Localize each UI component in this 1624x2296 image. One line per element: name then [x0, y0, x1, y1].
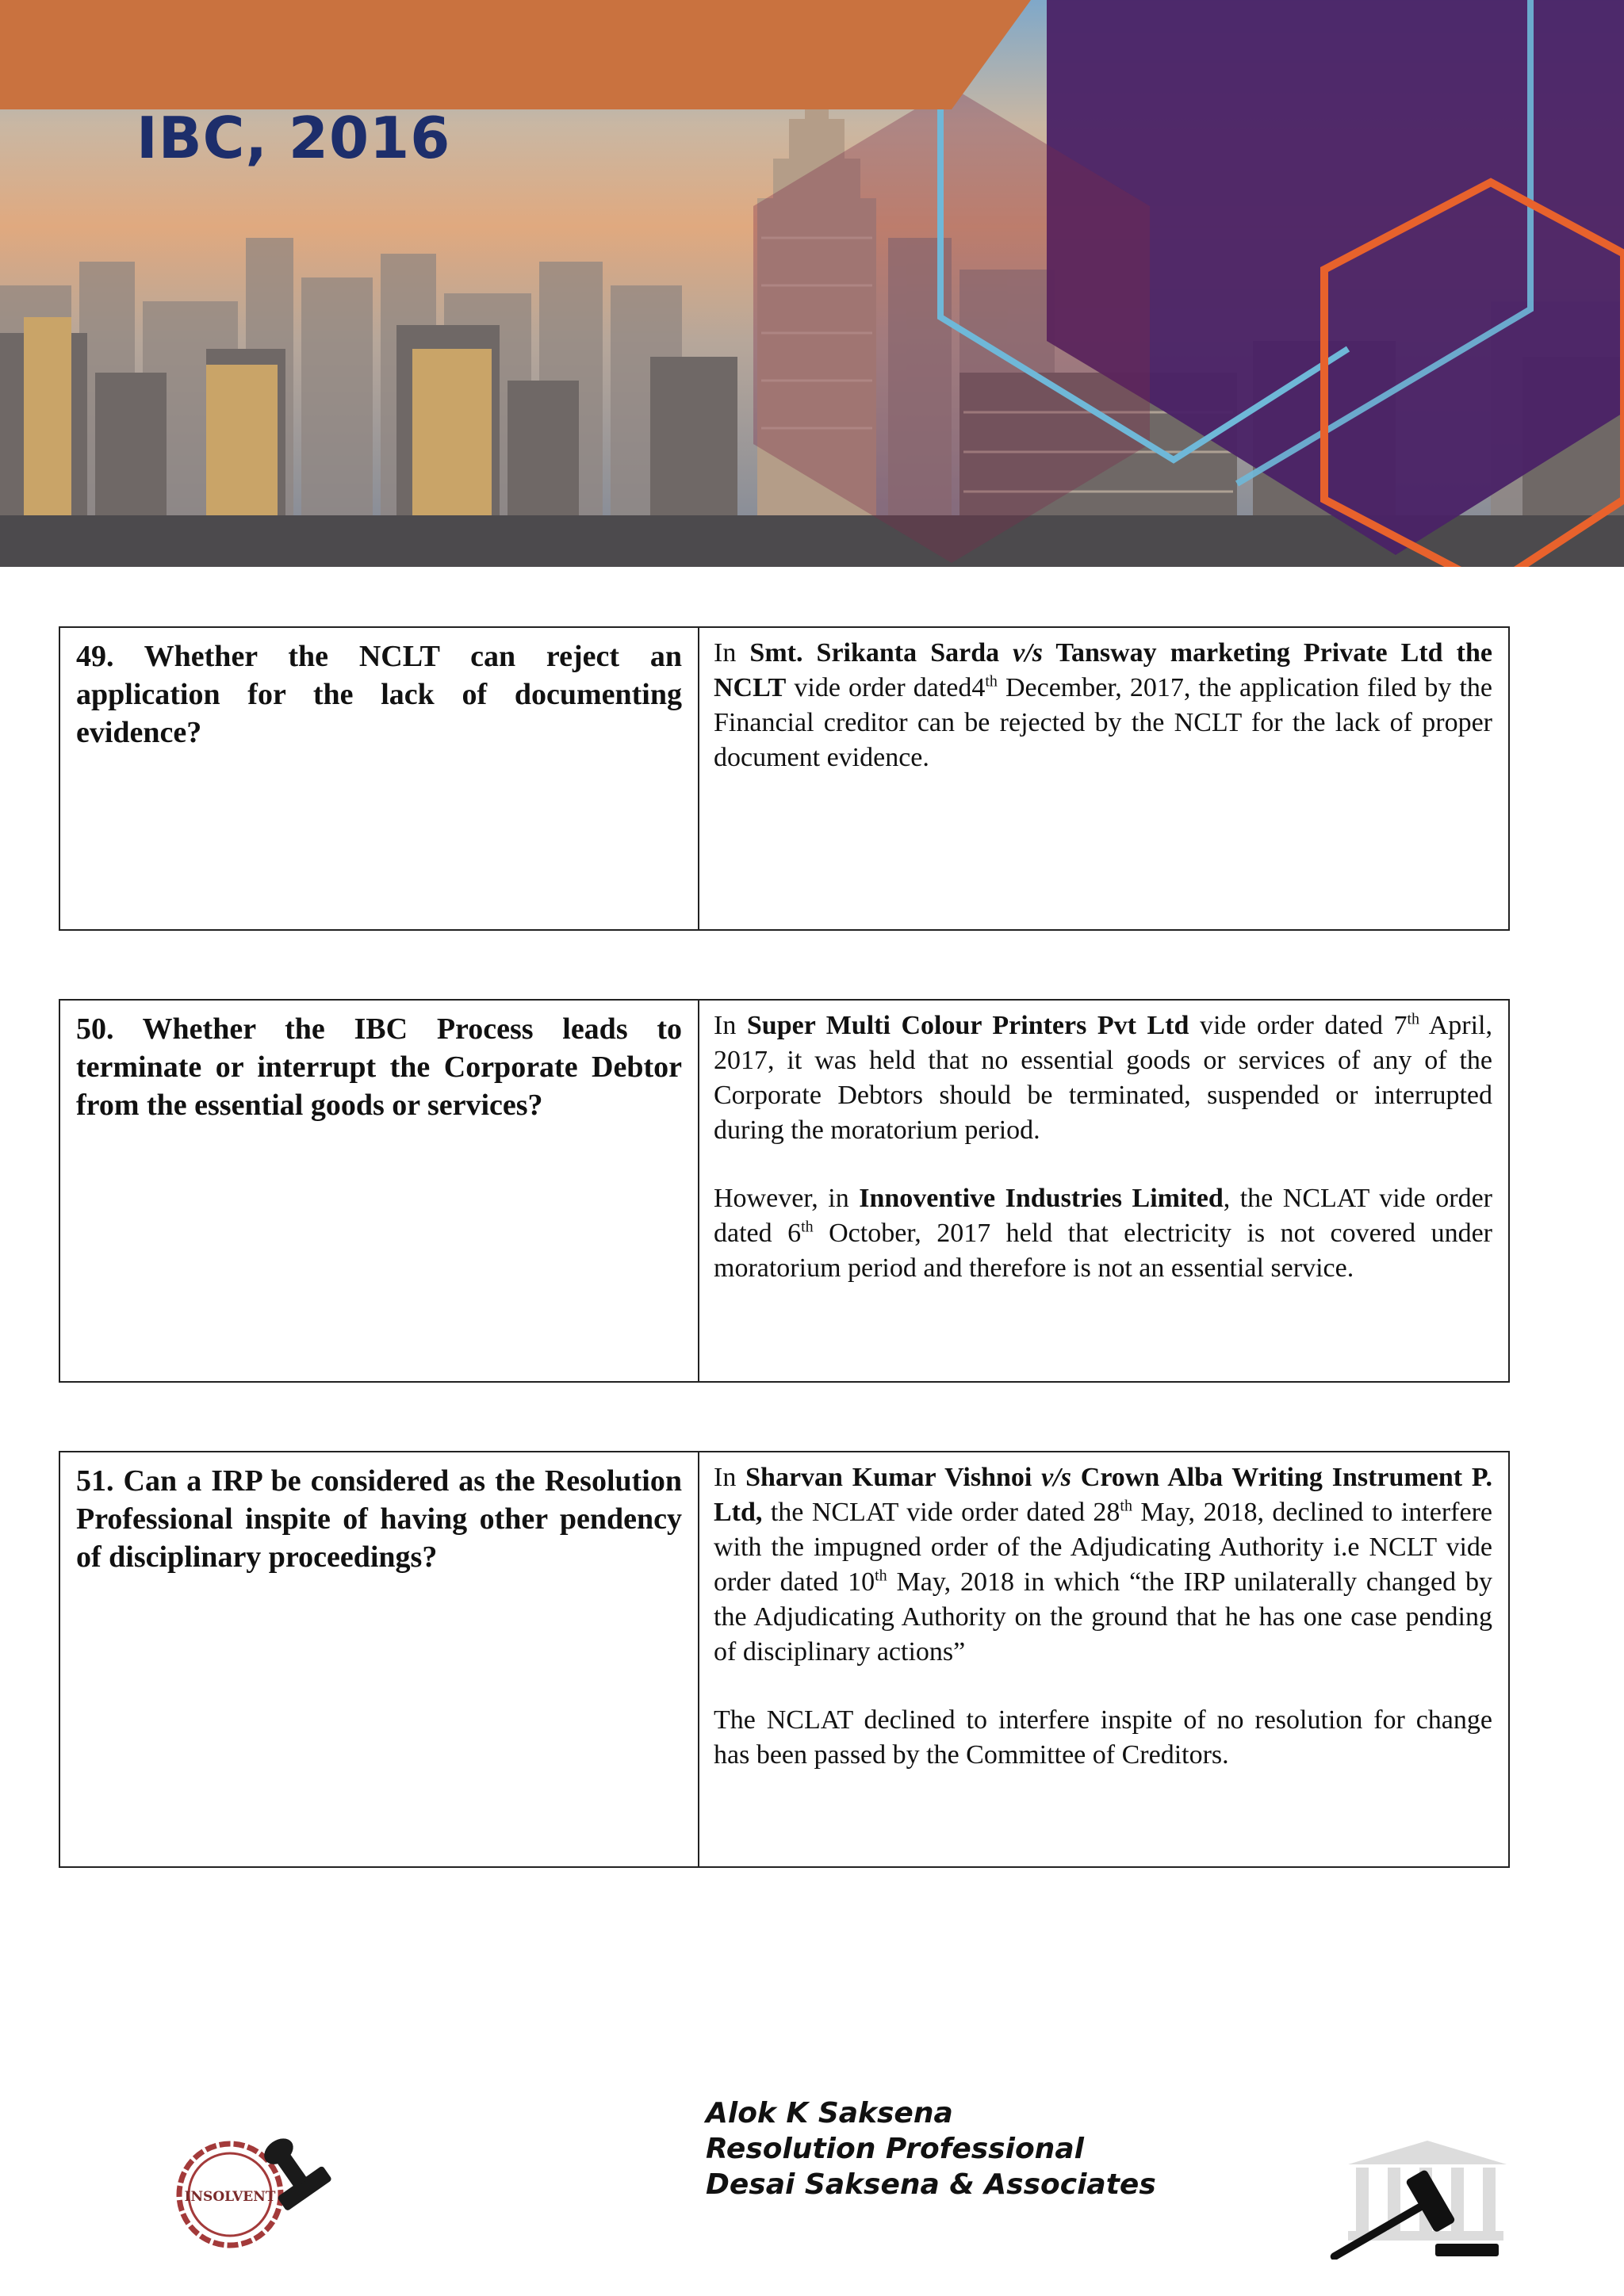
ordinal-suffix: th — [1120, 1497, 1132, 1515]
header-banner — [0, 0, 1624, 567]
case-name-text: v/s — [1041, 1463, 1071, 1492]
qa-table-49 — [59, 626, 1510, 931]
answer-paragraph — [714, 636, 1492, 775]
answer-text: May, 2018 in which “the IRP unilaterally changed by the Adjudicating Authority on the ground that he has one case pending of disciplinary actions” — [714, 1567, 1492, 1667]
answer-text: , the NCLAT vide order dated 6 — [714, 1184, 1493, 1248]
answer-text: April, 2017, it was held that no essential goods or services of any of the Corporate Debtors should be terminated, suspended or interrupted during the moratorium period. — [714, 1011, 1492, 1145]
answer-text: In — [714, 1463, 746, 1492]
answer-text: vide order dated 7 — [1189, 1011, 1408, 1040]
answer-text: October, 2017 held that electricity is not covered under moratorium period and therefore is not an essential service. — [714, 1219, 1492, 1283]
answer-cell — [699, 628, 1508, 929]
answer-cell — [699, 1001, 1508, 1381]
answer-text: vide order dated4 — [786, 673, 986, 702]
qa-table-51 — [59, 1451, 1510, 1868]
author-role: Resolution Professional — [706, 2133, 1084, 2165]
case-name-text: Super Multi Colour Printers Pvt Ltd — [746, 1011, 1189, 1040]
ordinal-suffix: th — [801, 1218, 814, 1236]
answer-paragraph — [714, 1008, 1492, 1148]
case-name-text: Innoventive Industries Limited — [859, 1184, 1224, 1213]
answer-paragraph — [714, 1460, 1492, 1670]
author-signature — [706, 2095, 1156, 2202]
answer-paragraph — [714, 1703, 1492, 1773]
answer-text: December, 2017, the application filed by the Financial creditor can be rejected by the NCLT for the lack of proper document evidence. — [714, 673, 1492, 772]
stamp-label: INSOLVENT — [184, 2189, 276, 2205]
title-strip — [0, 0, 1031, 109]
case-name-text: Sharvan Kumar Vishnoi — [745, 1463, 1042, 1492]
answer-text: However, in — [714, 1184, 860, 1213]
answer-cell — [699, 1452, 1508, 1866]
ordinal-suffix: th — [875, 1567, 887, 1585]
case-name-text: Tansway marketing Private Ltd the NCLT — [714, 638, 1492, 702]
ordinal-suffix: th — [1407, 1010, 1420, 1028]
case-name-text: Crown Alba Writing Instrument P. Ltd, — [714, 1463, 1493, 1527]
question-cell: 50. Whether the IBC Process leads to terminate or interrupt the Corporate Debtor from the essential goods or services? — [60, 1001, 699, 1381]
ordinal-suffix: th — [985, 672, 998, 691]
insolvent-stamp-icon — [173, 2130, 347, 2256]
question-cell: 51. Can a IRP be considered as the Resolution Professional inspite of having other pendency of disciplinary proceedings? — [60, 1452, 699, 1866]
author-name: Alok K Saksena — [706, 2097, 953, 2130]
answer-text: the NCLAT vide order dated 28 — [762, 1498, 1120, 1527]
case-name-text: Smt. Srikanta Sarda — [749, 638, 1013, 668]
answer-text: May, 2018, declined to interfere with the impugned order of the Adjudicating Authority i.e NCLT vide order dated 10 — [714, 1498, 1492, 1597]
gavel-courthouse-icon — [1300, 2141, 1507, 2260]
qa-table-50 — [59, 999, 1510, 1383]
page-title: IBC, 2016 — [136, 105, 451, 171]
question-cell: 49. Whether the NCLT can reject an application for the lack of documenting evidence? — [60, 628, 699, 929]
answer-text: The NCLAT declined to interfere inspite of no resolution for change has been passed by the Committee of Creditors. — [714, 1705, 1492, 1770]
case-name-text: v/s — [1013, 638, 1043, 668]
answer-text: In — [714, 1011, 747, 1040]
author-firm: Desai Saksena & Associates — [706, 2168, 1156, 2201]
answer-paragraph — [714, 1181, 1492, 1286]
answer-text: In — [714, 638, 750, 668]
